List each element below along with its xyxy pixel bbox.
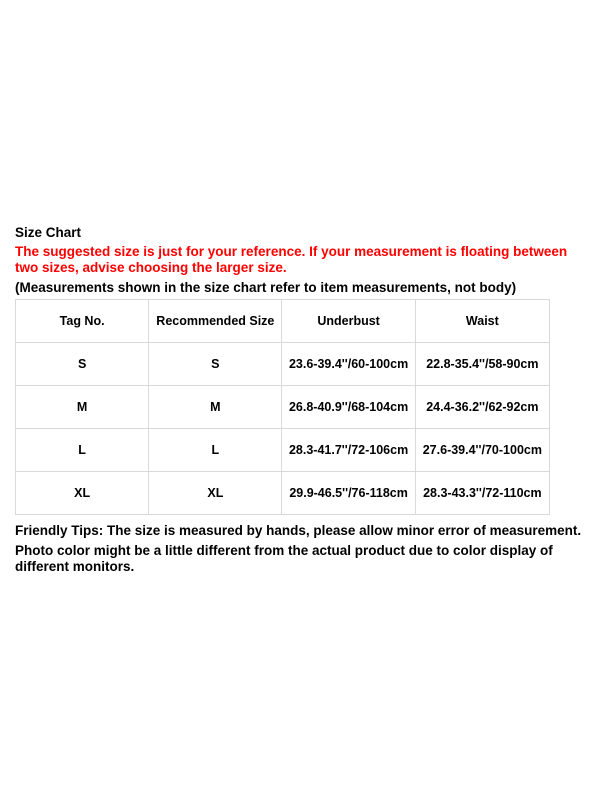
- header-tag-no: Tag No.: [16, 300, 149, 343]
- table-header-row: [16, 300, 550, 343]
- cell-waist: 22.8-35.4''/58-90cm: [415, 343, 549, 386]
- size-notice: The suggested size is just for your reference. If your measurement is floating between two sizes, advise choosing the larger size.: [15, 244, 568, 275]
- size-chart-document: [15, 224, 585, 575]
- table-row: [16, 343, 550, 386]
- table-row: [16, 472, 550, 515]
- cell-tag-no: XL: [16, 472, 149, 515]
- cell-tag-no: S: [16, 343, 149, 386]
- cell-waist: 24.4-36.2''/62-92cm: [415, 386, 549, 429]
- cell-underbust: 26.8-40.9''/68-104cm: [282, 386, 415, 429]
- cell-recommended-size: M: [149, 386, 282, 429]
- cell-underbust: 29.9-46.5''/76-118cm: [282, 472, 415, 515]
- cell-tag-no: M: [16, 386, 149, 429]
- page-title: Size Chart: [15, 225, 82, 240]
- size-table: [15, 299, 550, 515]
- cell-waist: 28.3-43.3''/72-110cm: [415, 472, 549, 515]
- color-disclaimer: Photo color might be a little different from the actual product due to color display of different monitors.: [15, 543, 553, 574]
- cell-recommended-size: XL: [149, 472, 282, 515]
- friendly-tips: Friendly Tips: The size is measured by hands, please allow minor error of measurement.: [15, 523, 582, 538]
- cell-recommended-size: S: [149, 343, 282, 386]
- header-underbust: Underbust: [282, 300, 415, 343]
- table-row: [16, 429, 550, 472]
- cell-waist: 27.6-39.4''/70-100cm: [415, 429, 549, 472]
- table-row: [16, 386, 550, 429]
- header-waist: Waist: [415, 300, 549, 343]
- cell-recommended-size: L: [149, 429, 282, 472]
- header-recommended-size: Recommended Size: [149, 300, 282, 343]
- measurement-note: (Measurements shown in the size chart refer to item measurements, not body): [15, 280, 517, 295]
- cell-underbust: 23.6-39.4''/60-100cm: [282, 343, 415, 386]
- cell-underbust: 28.3-41.7''/72-106cm: [282, 429, 415, 472]
- cell-tag-no: L: [16, 429, 149, 472]
